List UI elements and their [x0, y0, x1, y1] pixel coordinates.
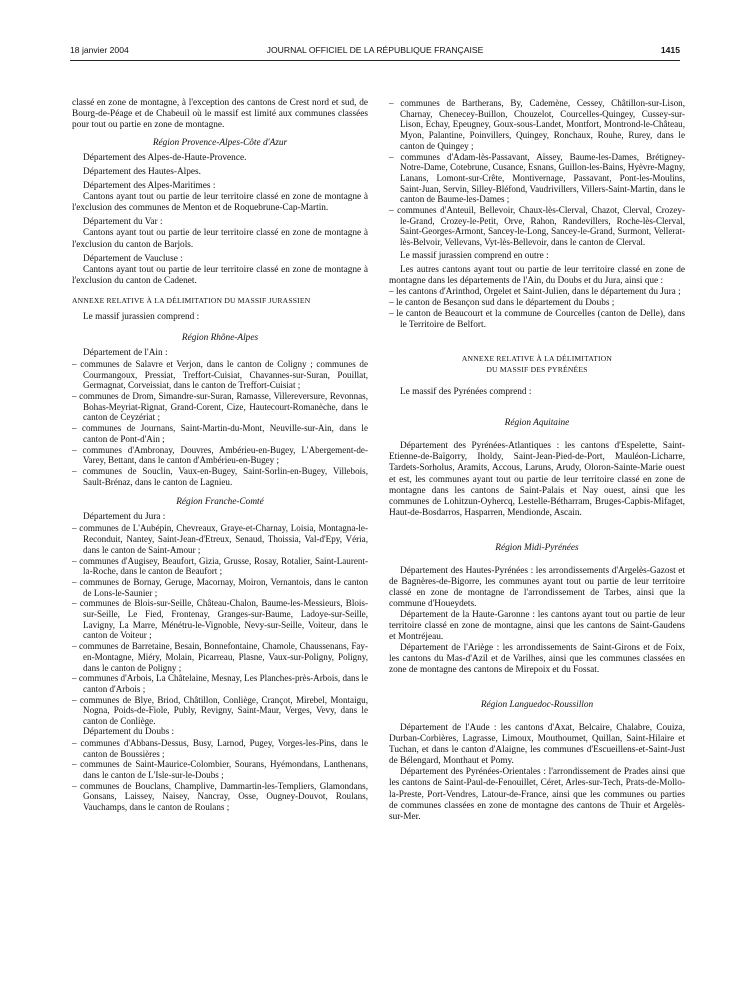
paca-line: Département de Vaucluse : [83, 253, 183, 264]
list-item: – communes de Saint-Maurice-Colombier, Sourans, Hyémondans, Lanthenans, dans le canton de L'Isle-sur-le-Doubs ; [72, 759, 368, 780]
header-rule [70, 60, 680, 61]
paca-line: Département des Alpes-Maritimes : [83, 181, 216, 192]
region-heading-rhone-alpes: Région Rhône-Alpes [181, 332, 259, 343]
list-item: – communes de Salavre et Verjon, dans le canton de Coligny ; communes de Courmangoux, Pressiat, Treffort-Cuisiat, Chavannes-sur-Suran, Pouillat, Germagnat, Corveissiat, dans le canton de Treffort-Cuisiat ; [72, 358, 368, 391]
paragraph-drome-end: classé en zone de montagne, à l'exception des cantons de Crest nord et sud, de Bourg-de-Péage et de Chabeuil où le massif est limité aux communes classées pour tout ou partie en zone de montagne. [72, 98, 368, 131]
annex-heading-pyrenees-line2: DU MASSIF DES PYRÉNÉES [486, 365, 588, 375]
paca-line: Cantons ayant tout ou partie de leur territoire classé en zone de montagne à l'exclusion du canton de Barjols. [72, 228, 368, 250]
list-item: – communes d'Adam-lès-Passavant, Aïssey, Baume-les-Dames, Brétigney-Notre-Dame, Cotebrune, Cusance, Esnans, Guillon-les-Bains, Hyèvre-Magny, Lanans, Lomont-sur-Crête, Montivernage, Passavant, Pont-les-Moulins, Saint-Juan, Servin, Silley-Bléfond, Vaudrivillers, Villers-Saint-Martin, dans le canton de Baume-les-Dames ; [389, 151, 685, 205]
region-heading-paca: Région Provence-Alpes-Côte d'Azur [152, 138, 288, 149]
list-item: – communes de Souclin, Vaux-en-Bugey, Saint-Sorlin-en-Bugey, Villebois, Sault-Brénaz, dans le canton de Lagnieu. [72, 465, 368, 487]
list-item: – le canton de Besançon sud dans le département du Doubs ; [389, 298, 615, 309]
page-header [70, 45, 680, 59]
languedoc-text: Département de l'Aude : les cantons d'Axat, Belcaire, Chalabre, Couiza, Durban-Corbières, Lagrasse, Limoux, Mouthoumet, Quillan, Saint-Hilaire et Tuchan, et dans le canton d'Alaigne, les communes d'Escueillens-et-Saint-Just de Bélengard, Monthaut et Pomy. [389, 723, 685, 767]
region-heading-midi-pyrenees: Région Midi-Pyrénées [495, 542, 579, 553]
department-heading: Département de l'Ain : [83, 347, 168, 358]
department-heading: Département du Doubs : [83, 726, 175, 737]
header-title: JOURNAL OFFICIEL DE LA RÉPUBLIQUE FRANÇAISE [266, 45, 484, 55]
list-item: – le canton de Beaucourt et la commune de Courcelles (canton de Delle), dans le Territoire de Belfort. [389, 309, 685, 331]
list-item: – communes de Bornay, Geruge, Macornay, Moiron, Vernantois, dans le canton de Lons-le-Saunier ; [72, 576, 368, 598]
list-item: – communes de Blois-sur-Seille, Château-Chalon, Baume-les-Messieurs, Blois-sur-Seille, Le Fied, Frontenay, Granges-sur-Baume, Ladoye-sur-Seille, Lavigny, La Marre, Ménétru-le-Vignoble, Nevy-sur-Seille, Voiteur, dans le canton de Voiteur ; [72, 598, 368, 641]
paca-line: Cantons ayant tout ou partie de leur territoire classé en zone de montagne à l'exclusion des communes de Menton et de Roquebrune-Cap-Martin. [72, 192, 368, 214]
page-number: 1415 [660, 45, 680, 55]
languedoc-text: Département des Pyrénées-Orientales : l'arrondissement de Prades ainsi que les cantons de Saint-Paul-de-Fenouillet, Céret, Arles-sur-Tech, Prats-de-Mollo-la-Preste, Port-Vendres, Latour-de-France, ainsi que les communes ou parties de communes classées en zone de montagne des cantons de Thuir et Argelès-sur-Mer. [389, 767, 685, 822]
left-column [72, 98, 368, 813]
annex-heading-pyrenees: ANNEXE RELATIVE À LA DÉLIMITATION [461, 354, 613, 364]
paca-line: Département des Hautes-Alpes. [83, 167, 201, 178]
list-item: – communes de Bouclans, Champlive, Dammartin-les-Templiers, Glamondans, Gonsans, Laissey, Naisey, Nancray, Osse, Ougney-Douvot, Roulans, Vauchamps, dans le canton de Roulans ; [72, 780, 368, 813]
list-item: – communes de Barretaine, Besain, Bonnefontaine, Chamole, Chaussenans, Fay-en-Montagne, Miéry, Molain, Picarreau, Plasne, Vaux-sur-Poligny, Poligny, dans le canton de Poligny ; [72, 641, 368, 673]
paca-line: Cantons ayant tout ou partie de leur territoire classé en zone de montagne à l'exclusion du canton de Cadenet. [72, 264, 368, 286]
list-item: – les cantons d'Arinthod, Orgelet et Saint-Julien, dans le département du Jura ; [389, 286, 681, 297]
list-item: – communes d'Arbois, La Châtelaine, Mesnay, Les Planches-près-Arbois, dans le canton d'Arbois ; [72, 673, 368, 694]
list-item: – communes d'Abbans-Dessus, Busy, Larnod, Pugey, Vorges-les-Pins, dans le canton de Boussières ; [72, 737, 368, 759]
list-item: – communes de Blye, Briod, Châtillon, Conliège, Crançot, Mirebel, Montaigu, Nogna, Poids-de-Fiole, Publy, Revigny, Saint-Maur, Verges, Vevy, dans le canton de Conliège. [72, 694, 368, 727]
midi-pyrenees-text: Département de l'Ariège : les arrondissements de Saint-Girons et de Foix, les cantons du Mas-d'Azil et de Varilhes, ainsi que les communes classées en zone de montagne des cantons de Mirepoix et du Fossat. [389, 643, 685, 676]
midi-pyrenees-text: Département de la Haute-Garonne : les cantons ayant tout ou partie de leur territoire classé en zone de montagne, ainsi que les cantons de Saint-Gaudens et Montréjeau. [389, 609, 685, 643]
pyrenees-intro: Le massif des Pyrénées comprend : [400, 387, 532, 398]
list-item: – communes de Bartherans, By, Cademène, Cessey, Châtillon-sur-Lison, Charnay, Chenecey-Buillon, Chouzelot, Courcelles-Quingey, Cussey-sur-Lison, Echay, Epeugney, Goux-sous-Landet, Montfort, Montrond-le-Château, Myon, Palantine, Poinvillers, Quingey, Ronchaux, Rouhe, Rurey, dans le canton de Quingey ; [389, 98, 685, 151]
region-heading-franche-comte: Région Franche-Comté [176, 497, 264, 508]
list-item: – communes d'Augisey, Beaufort, Gizia, Grusse, Rosay, Rotalier, Saint-Laurent-la-Roche, dans le canton de Beaufort ; [72, 555, 368, 577]
jura-other: Les autres cantons ayant tout ou partie de leur territoire classé en zone de montagne dans les départements de l'Ain, du Doubs et du Jura, ainsi que : [389, 264, 685, 286]
right-column [389, 98, 685, 823]
jura-includes: Le massif jurassien comprend en outre : [400, 250, 549, 261]
jura-intro: Le massif jurassien comprend : [83, 311, 200, 322]
aquitaine-text: Département des Pyrénées-Atlantiques : les cantons d'Espelette, Saint-Etienne-de-Baïgorry, Iholdy, Saint-Jean-Pied-de-Port, Mauléon-Licharre, Tardets-Sorholus, Aramits, Accous, Laruns, Arudy, Oloron-Sainte-Marie ouest et est, les communes ayant tout ou partie de leur territoire classé en zone de montagne dans les cantons de Saint-Palais et Nay ouest, ainsi que les communes de Lohitzun-Oyhercq, Lestelle-Bétharram, Bruges-Capbis-Mifaget, Haut-de-Bosdarros, Hasparren, Mendionde, Ascain. [389, 441, 685, 518]
annex-heading-jura: ANNEXE RELATIVE À LA DÉLIMITATION DU MASSIF JURASSIEN [72, 295, 311, 305]
header-date: 18 janvier 2004 [70, 45, 129, 55]
region-heading-languedoc: Région Languedoc-Roussillon [480, 700, 594, 711]
list-item: – communes de Journans, Saint-Martin-du-Mont, Neuville-sur-Ain, dans le canton de Pont-d'Ain ; [72, 423, 368, 444]
list-item: – communes de Drom, Simandre-sur-Suran, Ramasse, Villereversure, Revonnas, Bohas-Meyriat-Rignat, Grand-Corent, Cize, Hautecourt-Romanèche, dans le canton de Ceyzériat ; [72, 391, 368, 423]
list-item: – communes de L'Aubépin, Chevreaux, Graye-et-Charnay, Loisia, Montagna-le-Reconduit, Nantey, Saint-Jean-d'Etreux, Senaud, Thoissia, Val-d'Epy, Véria, dans le canton de Saint-Amour ; [72, 523, 368, 555]
paca-line: Département des Alpes-de-Haute-Provence. [83, 153, 247, 164]
midi-pyrenees-text: Département des Hautes-Pyrénées : les arrondissements d'Argelès-Gazost et de Bagnères-de-Bigorre, les communes ayant tout ou partie de leur territoire classé en zone de montagne de l'arrondissement de Tarbes, ainsi que la commune d'Houeydets. [389, 565, 685, 609]
list-item: – communes d'Ambronay, Douvres, Ambérieu-en-Bugey, L'Abergement-de-Varey, Bettant, dans le canton d'Ambérieu-en-Bugey ; [72, 444, 368, 466]
region-heading-aquitaine: Région Aquitaine [504, 418, 570, 429]
department-heading: Département du Jura : [83, 512, 166, 523]
list-item: – communes d'Anteuil, Bellevoir, Chaux-lès-Clerval, Chazot, Clerval, Crozey-le-Grand, Crozey-le-Petit, Orve, Rahon, Randevillers, Roche-lès-Clerval, Saint-Georges-Armont, Sancey-le-Long, Sancey-le-Grand, Surmont, Vellerat-lès-Belvoir, Vellevans, Vyt-lès-Bellevoir, dans le canton de Clerval. [389, 205, 685, 248]
paca-line: Département du Var : [83, 217, 163, 228]
